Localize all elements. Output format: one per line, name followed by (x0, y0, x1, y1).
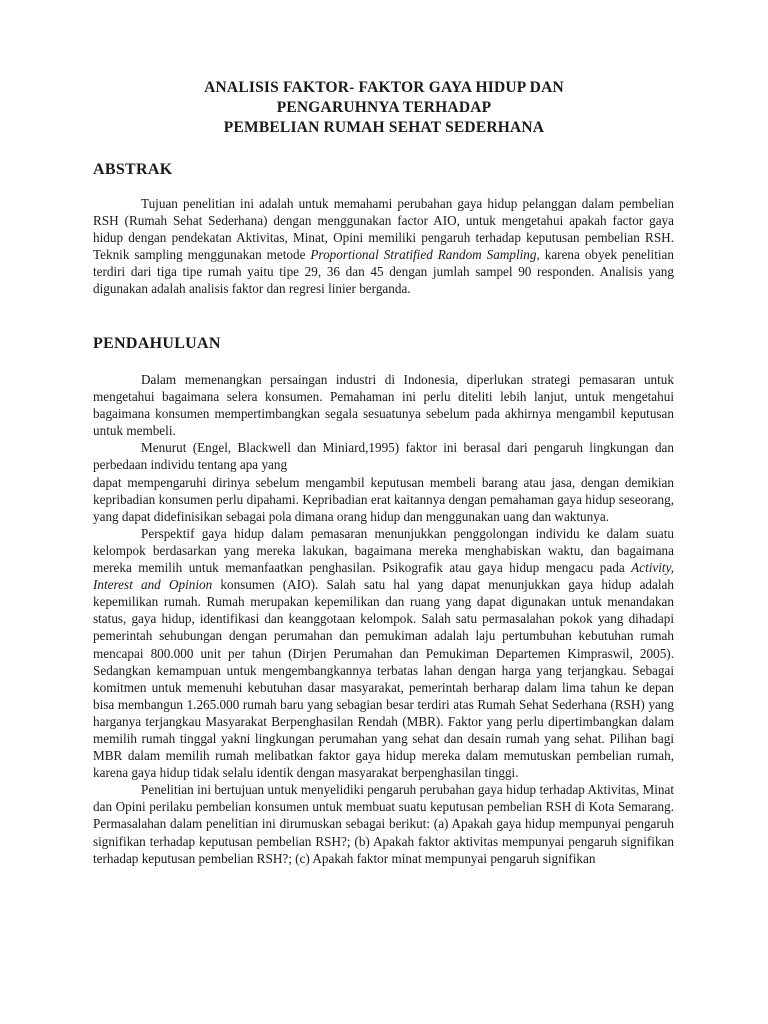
abstrak-text-italic: Proportional Stratified Random Sampling (310, 247, 537, 263)
title-line-1: ANALISIS FAKTOR- FAKTOR GAYA HIDUP DAN (204, 79, 564, 96)
pendahuluan-p3-italic: Activity, Interest and Opinion (93, 560, 674, 593)
abstrak-body (93, 195, 674, 298)
pendahuluan-body (93, 371, 674, 867)
pendahuluan-paragraph-4: Penelitian ini bertujuan untuk menyelidiki pengaruh perubahan gaya hidup terhadap Aktivitas, Minat dan Opini perilaku pembelian konsumen untuk membuat suatu keputusan pembelian RSH di Kota Semarang. Permasalahan dalam penelitian ini dirumuskan sebagai berikut: (a) Apakah gaya hidup mempunyai pengaruh signifikan terhadap keputusan pembelian RSH?; (b) Apakah faktor aktivitas mempunyai pengaruh signifikan terhadap keputusan pembelian RSH?; (c) Apakah faktor minat mempunyai pengaruh signifikan (93, 782, 674, 866)
pendahuluan-p3-text-b: konsumen (AIO). Salah satu hal yang dapat menunjukkan gaya hidup adalah kepemilikan rumah. Rumah merupakan kepemilikan dan ruang yang dapat digunakan untuk menandakan status, gaya hidup, identifikasi dan keanggotaan kelompok. Salah satu permasalahan pokok yang dihadapi pemerintah sehubungan dengan perumahan dan pemukiman adalah laju pertumbuhan kebutuhan rumah mencapai 800.000 unit per tahun (Dirjen Perumahan dan Pemukiman Departemen Kimpraswil, 2005). Sedangkan kemampuan untuk mengembangkannya terbatas lahan dengan harga yang terjangkau. Sebagai komitmen untuk memenuhi kebutuhan dasar masyarakat, pemerintah berharap dalam lima tahun ke depan bisa membangun 1.265.000 rumah baru yang sebagian besar terdiri atas Rumah Sehat Sederhana (RSH) yang harganya terjangkau Masyarakat Berpenghasilan Rendah (MBR). Faktor yang perlu dipertimbangkan dalam memilih rumah tinggal yakni lingkungan perumahan yang sehat dan desain rumah yang sehat. Pilihan bagi MBR dalam memilih rumah melibatkan faktor gaya hidup mereka dalam memutuskan pembelian rumah, karena gaya hidup tidak selalu identik dengan masyarakat berpenghasilan tinggi. (93, 577, 674, 781)
pendahuluan-heading: PENDAHULUAN (93, 335, 221, 352)
pendahuluan-paragraph-2a: Menurut (Engel, Blackwell dan Miniard,1995) faktor ini berasal dari pengaruh lingkungan dan perbedaan individu tentang apa yang (93, 440, 674, 473)
abstrak-heading: ABSTRAK (93, 161, 173, 178)
pendahuluan-paragraph-3 (93, 525, 674, 781)
abstrak-text-a: Tujuan penelitian ini adalah untuk memahami perubahan gaya hidup pelanggan dalam pembelian RSH (Rumah Sehat Sederhana) dengan menggunakan factor AIO, untuk mengetahui apakah factor gaya hidup dengan pendekatan Aktivitas, Minat, Opini memiliki pengaruh terhadap keputusan pembelian RSH. Teknik sampling menggunakan metode (93, 196, 674, 263)
abstrak-text-b: , karena obyek penelitian terdiri dari tiga tipe rumah yaitu tipe 29, 36 dan 45 dengan jumlah sampel 90 responden. Analisis yang digunakan adalah analisis faktor dan regresi linier berganda. (93, 247, 674, 297)
pendahuluan-paragraph-2b: dapat mempengaruhi dirinya sebelum mengambil keputusan membeli barang atau jasa, dengan demikian kepribadian konsumen perlu dipahami. Kepribadian erat kaitannya dengan pemahaman gaya hidup seseorang, yang dapat didefinisikan sebagai pola dimana orang hidup dan menggunakan uang dan waktunya. (93, 474, 674, 524)
pendahuluan-paragraph-1: Dalam memenangkan persaingan industri di Indonesia, diperlukan strategi pemasaran untuk mengetahui bagaimana selera konsumen. Pemahaman ini perlu diteliti lebih lanjut, untuk mengetahui bagaimana konsumen mempertimbangkan segala sesuatunya sebelum pada akhirnya mengambil keputusan untuk membeli. (93, 372, 674, 439)
pendahuluan-p3-text-a: Perspektif gaya hidup dalam pemasaran menunjukkan penggolongan individu ke dalam suatu kelompok berdasarkan yang mereka lakukan, bagaimana mereka menghabiskan waktu, dan bagaimana mereka memilih untuk memanfaatkan penghasilan. Psikografik atau gaya hidup mengacu pada (93, 525, 674, 576)
title-line-3: PEMBELIAN RUMAH SEHAT SEDERHANA (223, 119, 545, 136)
title-line-2: PENGARUHNYA TERHADAP (276, 99, 492, 116)
document-title (60, 78, 708, 138)
abstrak-paragraph (93, 195, 674, 298)
